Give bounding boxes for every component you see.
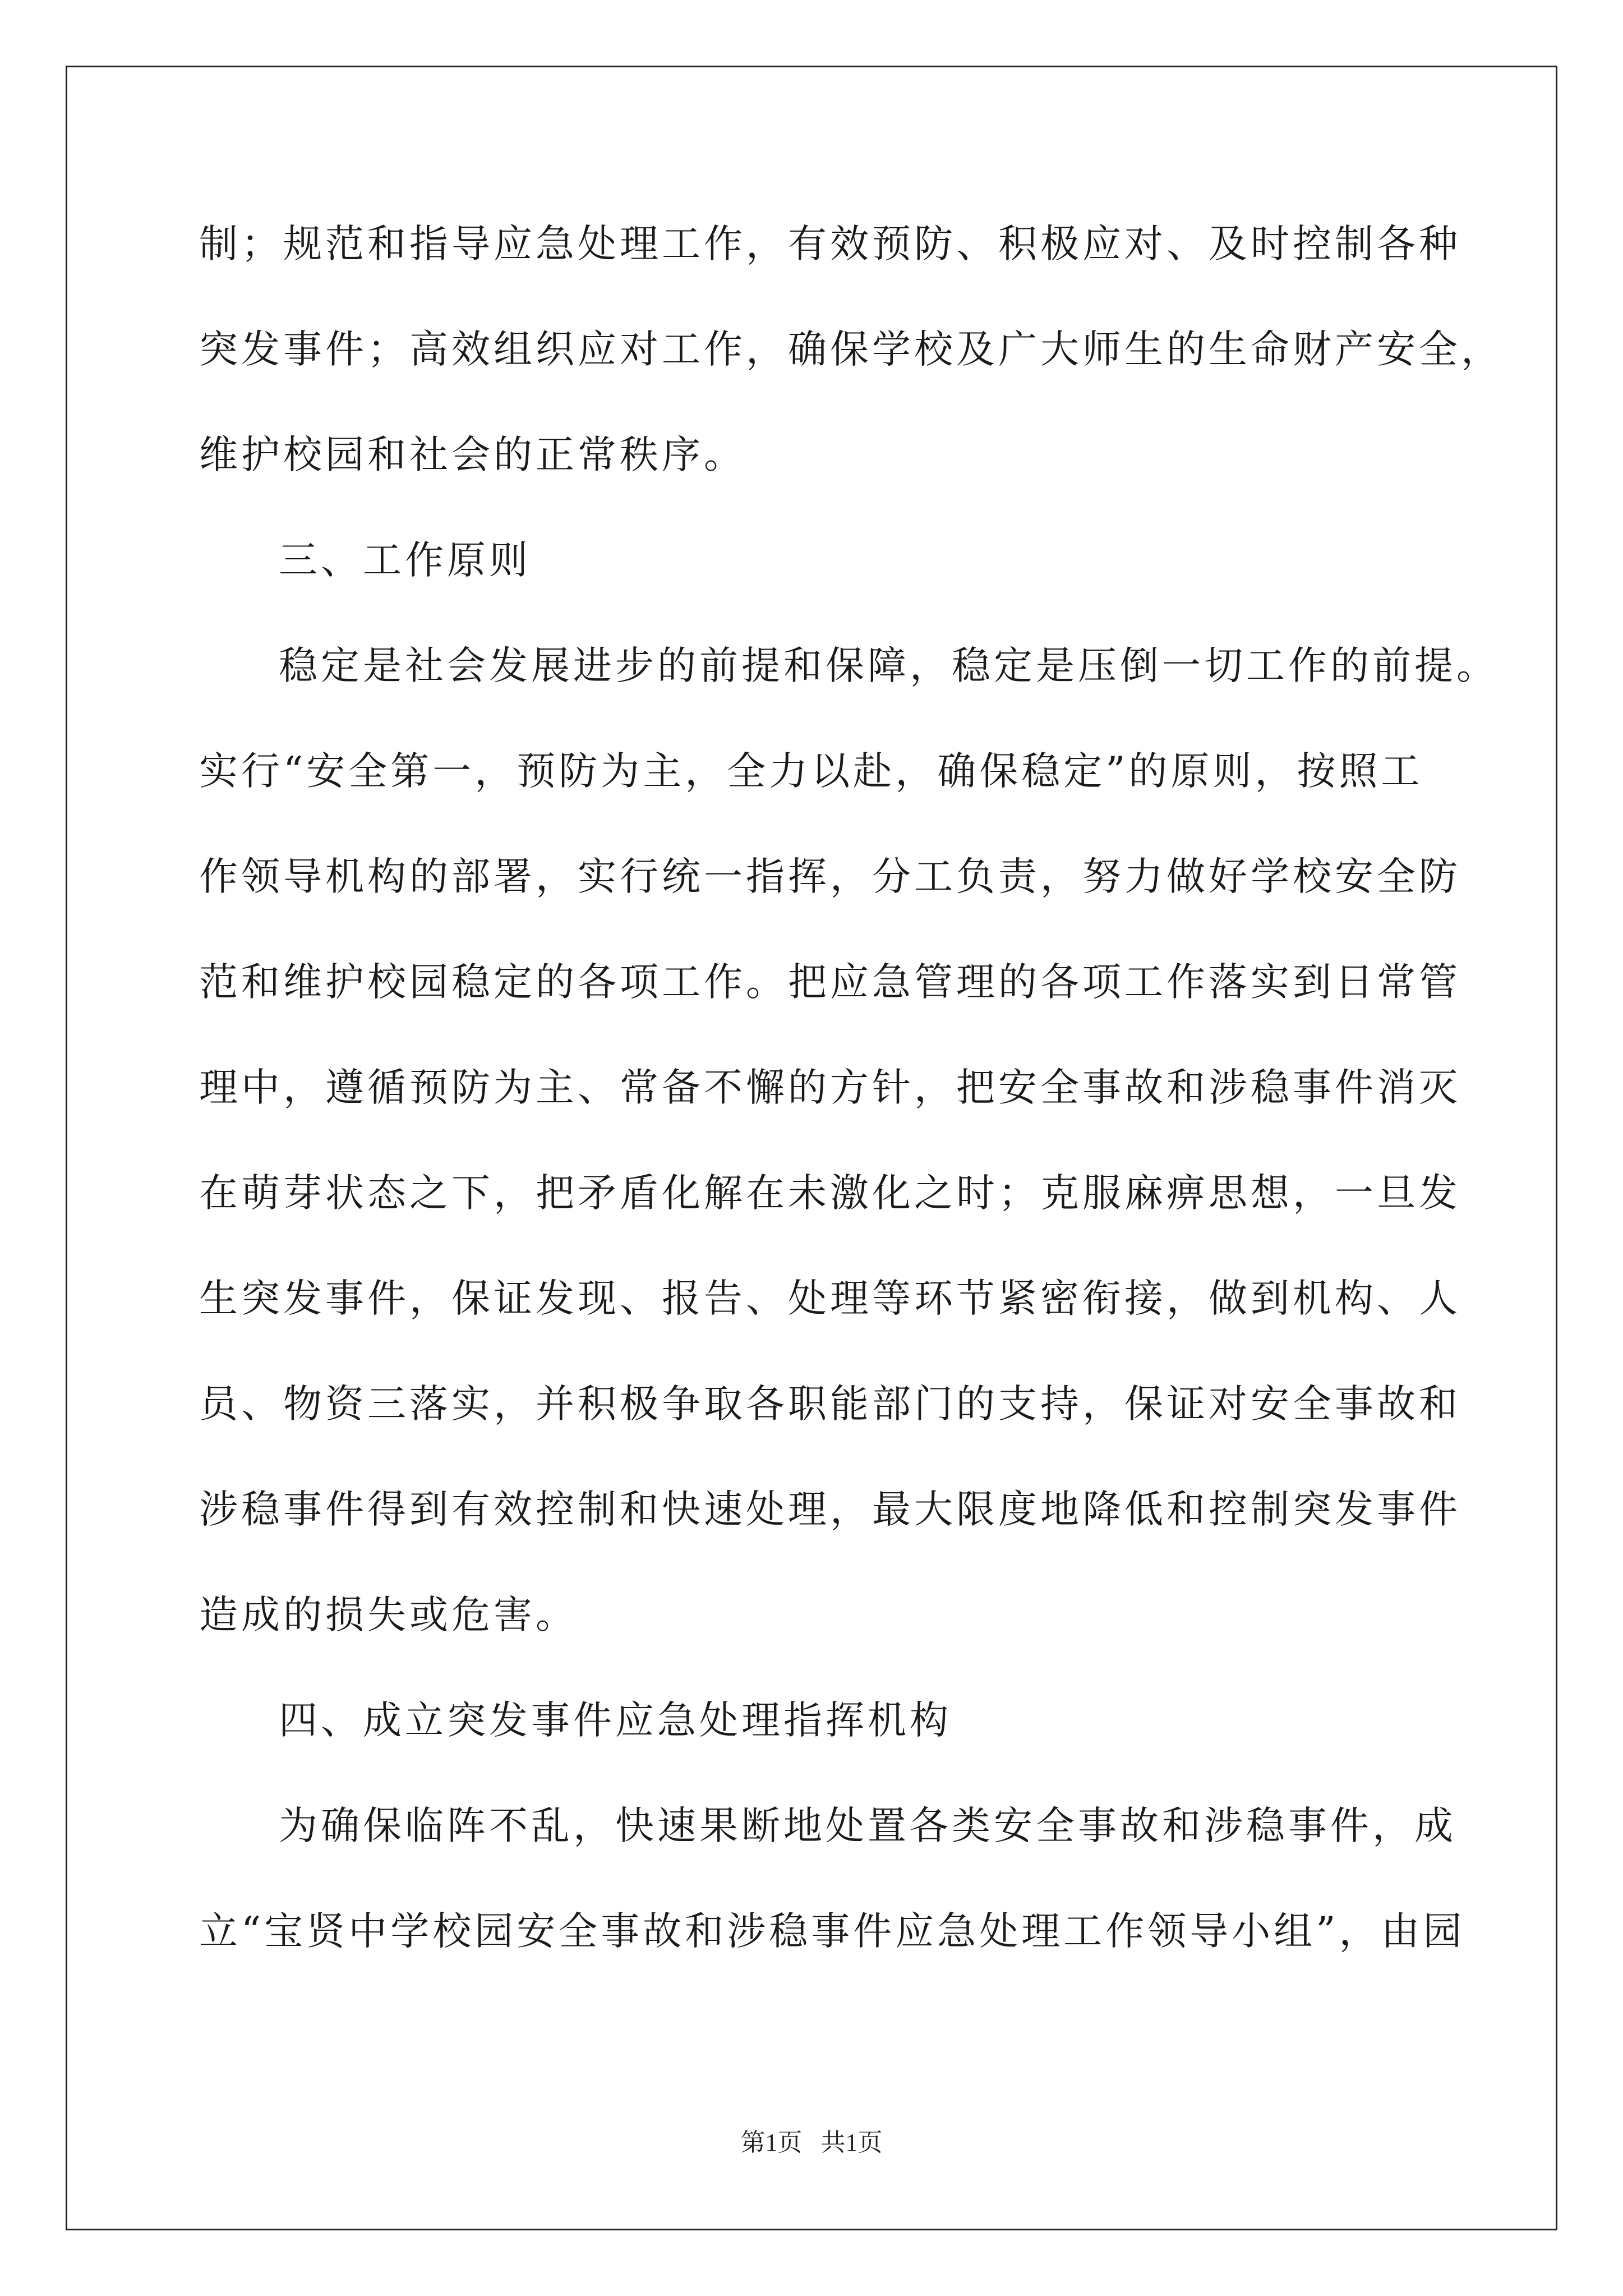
- text-line: 生突发事件，保证发现、报告、处理等环节紧密衔接，做到机构、人: [199, 1276, 1461, 1321]
- text-line: 为确保临阵不乱，快速果断地处置各类安全事故和涉稳事件，成: [279, 1803, 1456, 1848]
- text-line: 涉稳事件得到有效控制和快速处理，最大限度地降低和控制突发事件: [199, 1487, 1461, 1532]
- text-line: 员、物资三落实，并积极争取各职能部门的支持，保证对安全事故和: [199, 1382, 1461, 1427]
- document-body: [199, 216, 1503, 2009]
- section-heading: 四、成立突发事件应急处理指挥机构: [279, 1698, 952, 1743]
- section-heading: 三、工作原则: [279, 538, 531, 583]
- text-line: 作领导机构的部署，实行统一指挥，分工负责，努力做好学校安全防: [199, 854, 1461, 899]
- text-line: 范和维护校园稳定的各项工作。把应急管理的各项工作落实到日常管: [199, 960, 1461, 1005]
- text-line: 维护校园和社会的正常秩序。: [199, 432, 746, 477]
- text-line: 造成的损失或危害。: [199, 1593, 578, 1637]
- text-line: 在萌芽状态之下，把矛盾化解在未激化之时；克服麻痹思想，一旦发: [199, 1171, 1461, 1216]
- page-number-footer: 第1页 共1页: [740, 2129, 883, 2156]
- text-line: 理中，遵循预防为主、常备不懈的方针，把安全事故和涉稳事件消灭: [199, 1065, 1461, 1110]
- text-line: 实行“安全第一，预防为主，全力以赴，确保稳定”的原则，按照工: [199, 749, 1423, 794]
- text-line: 制；规范和指导应急处理工作，有效预防、积极应对、及时控制各种: [199, 222, 1461, 266]
- text-line: 立“宝贤中学校园安全事故和涉稳事件应急处理工作领导小组”，由园: [199, 1909, 1465, 1954]
- text-line: 稳定是社会发展进步的前提和保障，稳定是压倒一切工作的前提。: [279, 643, 1498, 688]
- text-line: 突发事件；高效组织应对工作，确保学校及广大师生的生命财产安全，: [199, 327, 1503, 372]
